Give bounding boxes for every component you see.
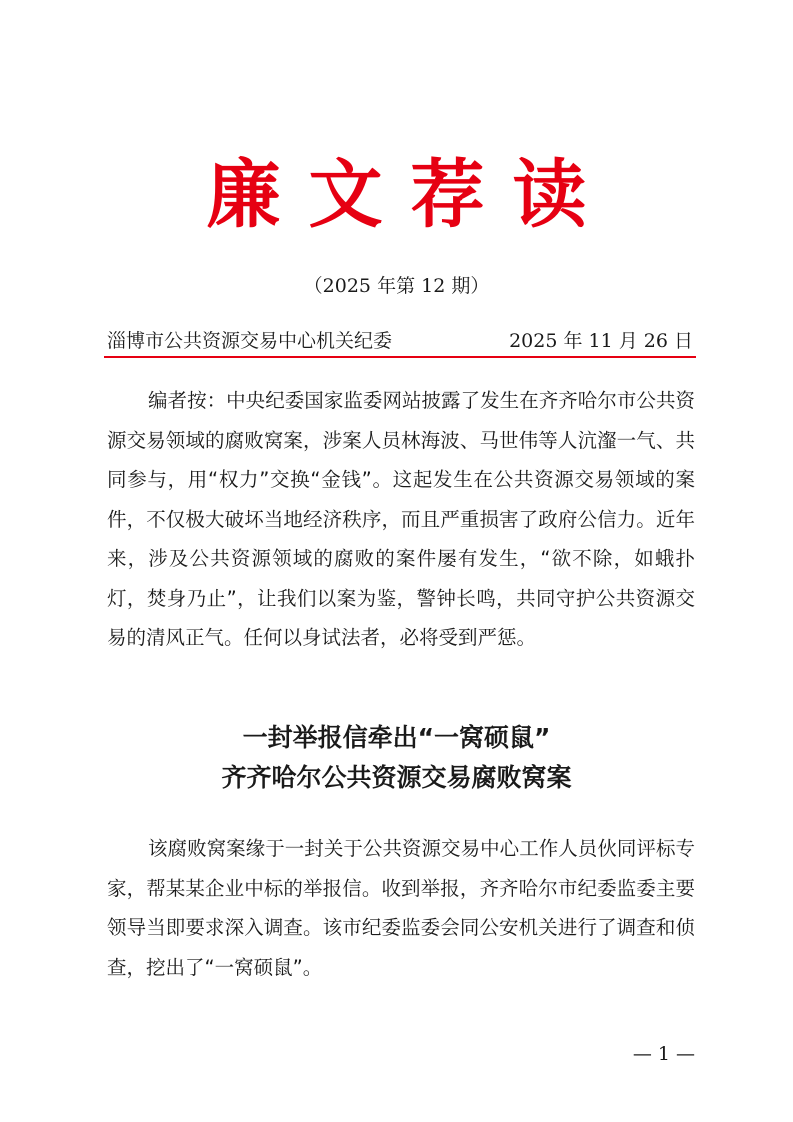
article-title-line-2: 齐齐哈尔公共资源交易腐败窝案 bbox=[221, 763, 572, 792]
editor-note: 编者按：中央纪委国家监委网站披露了发生在齐齐哈尔市公共资源交易领域的腐败窝案，涉案人员林海波、马世伟等人沆瀣一气、共同参与，用“权力”交换“金钱”。这起发生在公共资源交易领域的案件，不仅极大破坏当地经济秩序，而且严重损害了政府公信力。近年来，涉及公共资源领域的腐败的案件屡有发生，“欲不除，如蛾扑灯，焚身乃止”，让我们以案为鉴，警钟长鸣，共同守护公共资源交易的清风正气。任何以身试法者，必将受到严惩。 bbox=[107, 389, 695, 649]
issue-date: 2025 年 11 月 26 日 bbox=[509, 330, 693, 352]
masthead-title: 廉文荐读 bbox=[206, 152, 615, 238]
issuing-organization: 淄博市公共资源交易中心机关纪委 bbox=[107, 330, 393, 352]
article-title-line-1: 一封举报信牵出“一窝硕鼠” bbox=[242, 723, 551, 752]
header-divider bbox=[104, 356, 696, 358]
document-meta bbox=[107, 327, 693, 355]
article-paragraph: 该腐败窝案缘于一封关于公共资源交易中心工作人员伙同评标专家，帮某某企业中标的举报信。收到举报，齐齐哈尔市纪委监委主要领导当即要求深入调查。该市纪委监委会同公安机关进行了调查和侦查，挖出了“一窝硕鼠”。 bbox=[107, 837, 695, 979]
issue-number: （2025 年第 12 期） bbox=[303, 275, 490, 297]
page-number: — 1 — bbox=[632, 1043, 695, 1065]
article-title bbox=[0, 718, 793, 798]
